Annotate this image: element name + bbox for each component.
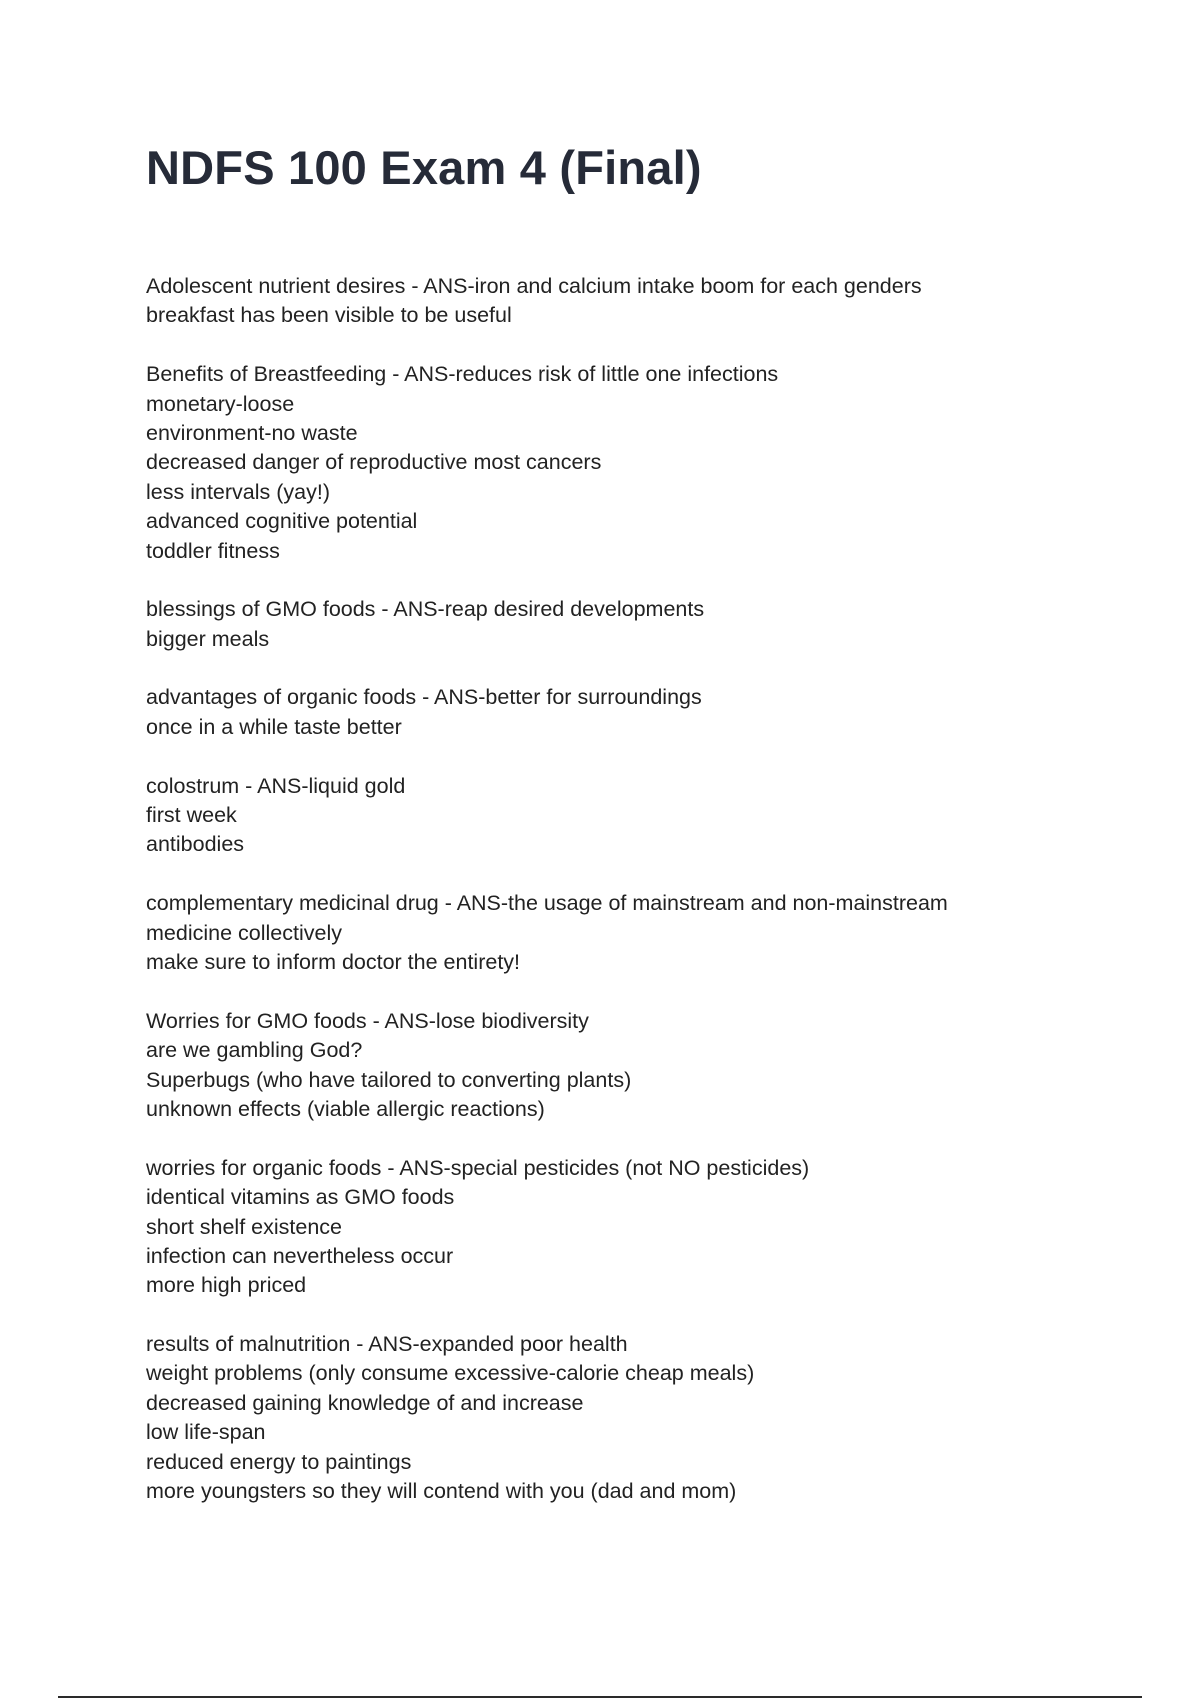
flashcard-entry: [146, 1330, 1146, 1506]
entry-detail-line: environment-no waste: [146, 420, 358, 445]
entry-detail-line: low life-span: [146, 1420, 266, 1445]
document-title: NDFS 100 Exam 4 (Final): [146, 141, 702, 194]
entry-detail-line: weight problems (only consume excessive-calorie cheap meals): [146, 1361, 755, 1386]
entry-detail-line: infection can nevertheless occur: [146, 1243, 454, 1268]
entry-detail-line: more high priced: [146, 1273, 307, 1298]
entry-detail-line: less intervals (yay!): [146, 479, 330, 504]
entry-detail-line: short shelf existence: [146, 1214, 342, 1239]
flashcard-entry: [146, 272, 1146, 331]
flashcard-entry: [146, 1154, 1146, 1301]
entry-term-line: Adolescent nutrient desires - ANS-iron and calcium intake boom for each genders: [146, 274, 922, 298]
entry-term-line: results of malnutrition - ANS-expanded poor health: [146, 1332, 628, 1357]
entry-detail-line: Superbugs (who have tailored to converting plants): [146, 1067, 632, 1092]
entry-detail-line: bigger meals: [146, 626, 270, 651]
entry-detail-line: more youngsters so they will contend with you (dad and mom): [146, 1479, 737, 1504]
entry-term-line: Worries for GMO foods - ANS-lose biodiversity: [146, 1008, 589, 1033]
entry-detail-line: breakfast has been visible to be useful: [146, 303, 512, 328]
flashcard-entries: [146, 272, 1146, 1536]
entry-detail-line: toddler fitness: [146, 538, 280, 563]
entry-term-line: advantages of organic foods - ANS-better for surroundings: [146, 685, 702, 710]
entry-term-line: colostrum - ANS-liquid gold: [146, 773, 406, 798]
entry-detail-line: identical vitamins as GMO foods: [146, 1185, 455, 1210]
entry-detail-line: are we gambling God?: [146, 1038, 363, 1063]
entry-detail-line: first week: [146, 803, 237, 828]
flashcard-entry: [146, 772, 1146, 860]
entry-detail-line: decreased gaining knowledge of and increase: [146, 1390, 584, 1415]
entry-term-line: blessings of GMO foods - ANS-reap desired developments: [146, 597, 705, 622]
flashcard-entry: [146, 595, 1146, 654]
entry-detail-line: unknown effects (viable allergic reactions): [146, 1096, 545, 1121]
entry-detail-line: reduced energy to paintings: [146, 1449, 412, 1474]
entry-detail-line: decreased danger of reproductive most cancers: [146, 450, 602, 475]
footer-divider: [58, 1696, 1142, 1698]
entry-detail-line: make sure to inform doctor the entirety!: [146, 949, 521, 974]
flashcard-entry: [146, 683, 1146, 742]
entry-term-line: complementary medicinal drug - ANS-the usage of mainstream and non-mainstream: [146, 891, 948, 916]
flashcard-entry: [146, 360, 1146, 566]
entry-term-line: Benefits of Breastfeeding - ANS-reduces risk of little one infections: [146, 362, 779, 387]
entry-detail-line: antibodies: [146, 832, 245, 857]
entry-detail-line: medicine collectively: [146, 920, 342, 945]
entry-detail-line: advanced cognitive potential: [146, 509, 418, 534]
entry-detail-line: once in a while taste better: [146, 714, 402, 739]
entry-detail-line: monetary-loose: [146, 391, 295, 416]
entry-term-line: worries for organic foods - ANS-special pesticides (not NO pesticides): [146, 1155, 810, 1180]
flashcard-entry: [146, 889, 1146, 977]
flashcard-entry: [146, 1007, 1146, 1125]
